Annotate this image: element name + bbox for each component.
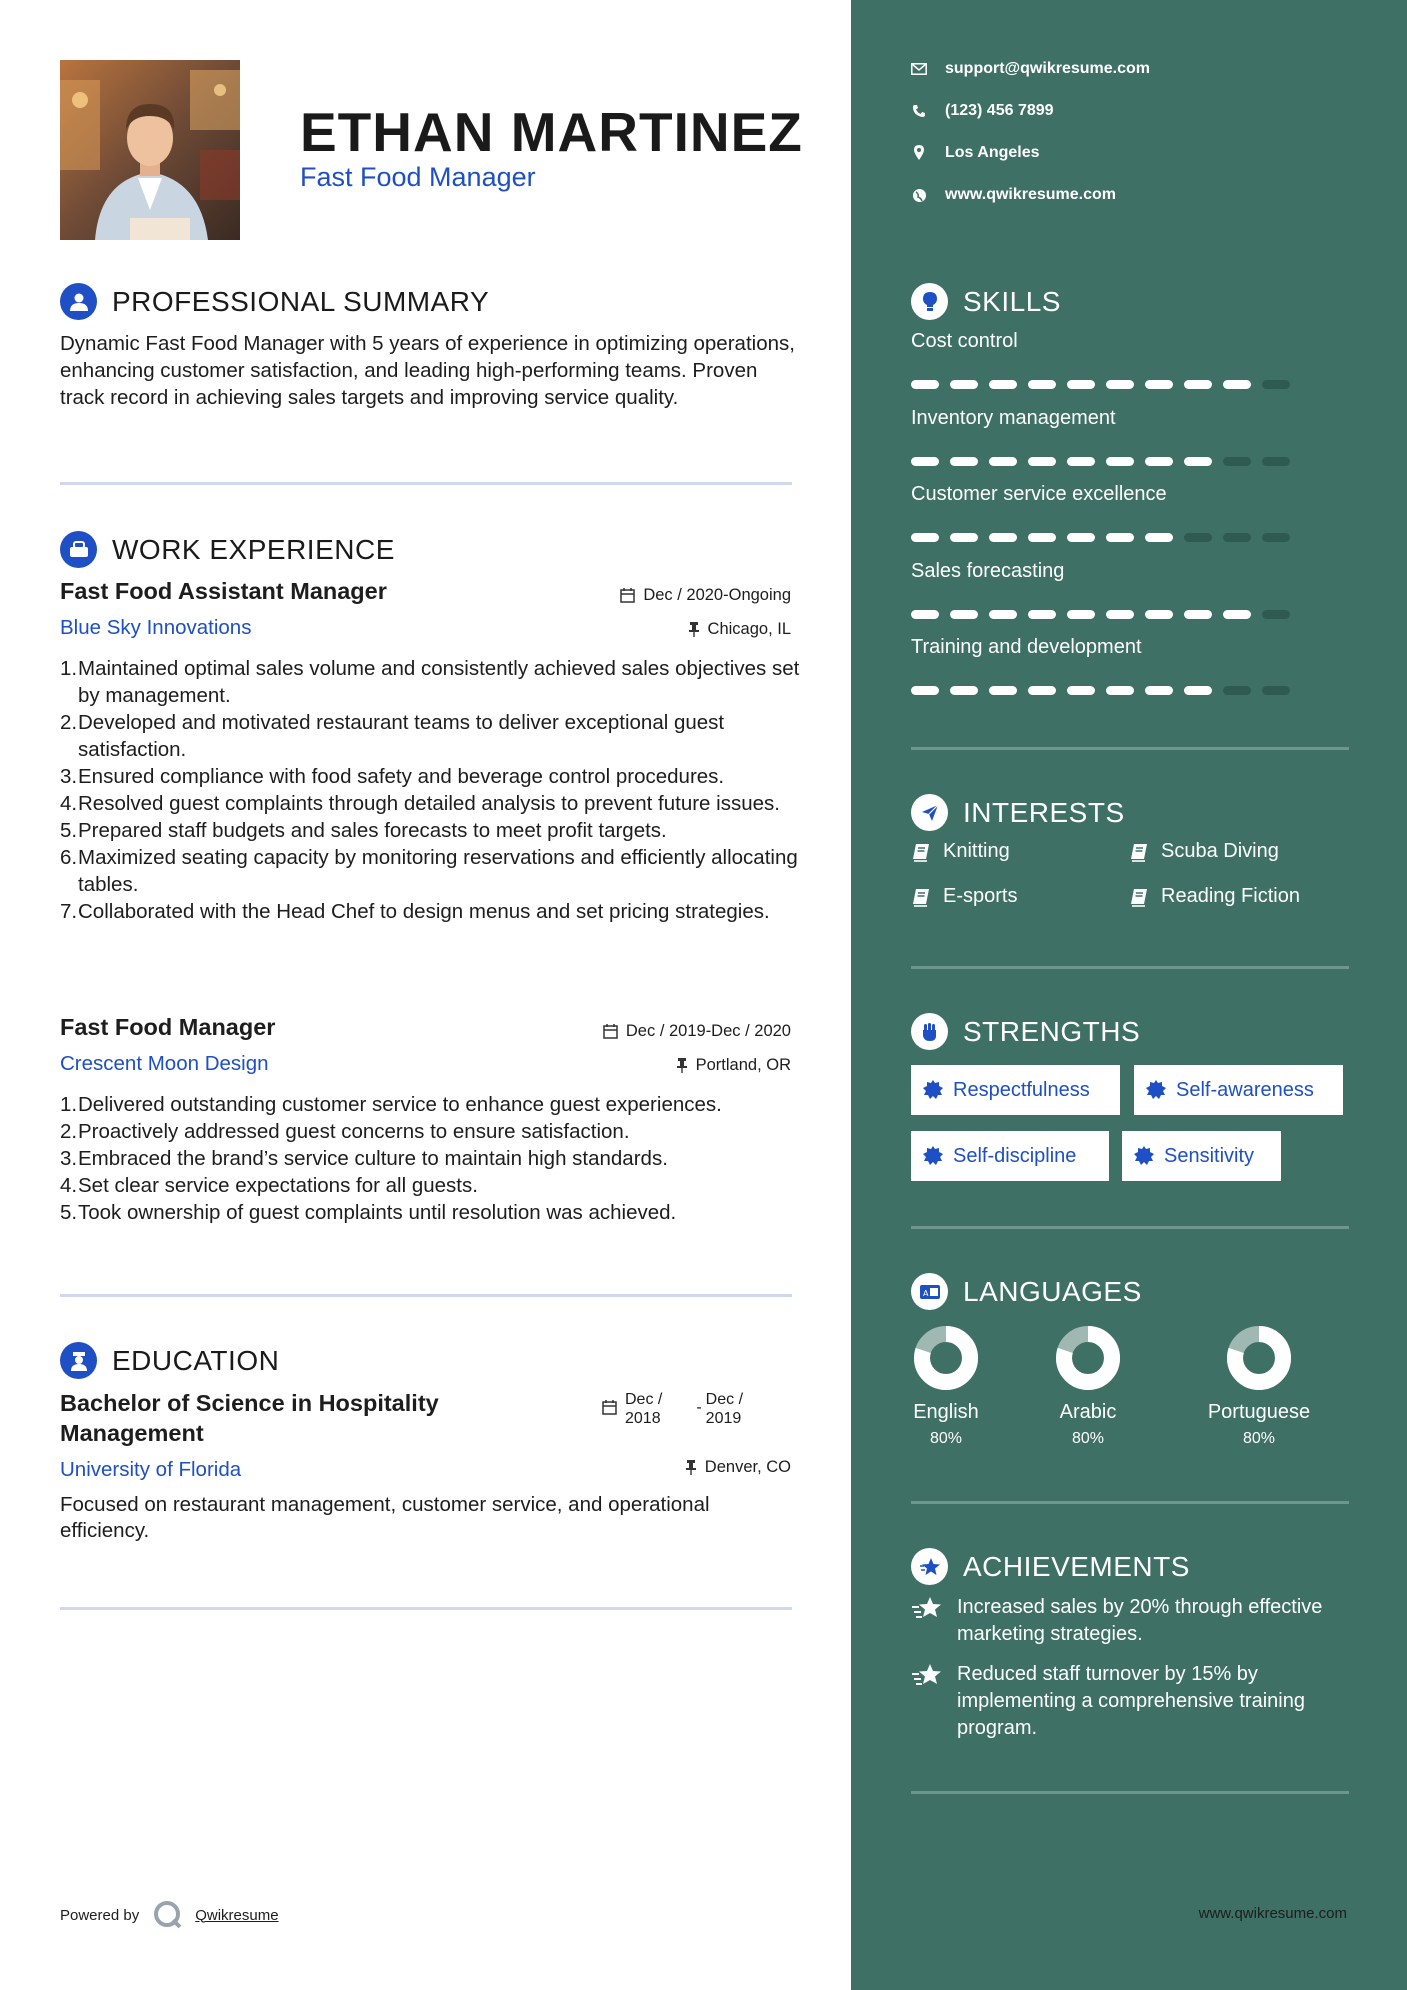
- job-dates: Dec / 2019-Dec / 2020: [603, 1022, 791, 1041]
- skill-level-segment: [1145, 457, 1173, 466]
- book-icon: [1129, 887, 1149, 907]
- candidate-name: ETHAN MARTINEZ: [300, 101, 803, 163]
- skill-level-segment: [1106, 457, 1134, 466]
- contact-phone[interactable]: (123) 456 7899: [911, 102, 1054, 120]
- duty-item: [60, 655, 800, 709]
- duty-text: Ensured compliance with food safety and beverage control procedures.: [78, 765, 725, 788]
- skill-level-bar: [911, 686, 1290, 695]
- book-icon: [1129, 842, 1149, 862]
- duty-text: Took ownership of guest complaints until resolution was achieved.: [78, 1201, 677, 1224]
- duty-text: Maintained optimal sales volume and consistently achieved sales objectives set by management.: [78, 657, 800, 707]
- language-item: [886, 1325, 1006, 1448]
- skill-level-segment: [911, 457, 939, 466]
- skill-name: Training and development: [911, 636, 1142, 658]
- fist-icon: [911, 1013, 948, 1050]
- shooting-star-icon: [911, 1596, 943, 1622]
- section-divider: [911, 1791, 1349, 1794]
- globe-icon: [911, 187, 927, 203]
- skill-level-segment: [1184, 610, 1212, 619]
- duty-number: 2.: [60, 711, 78, 734]
- duty-item: [60, 844, 800, 898]
- duty-item: [60, 1118, 800, 1145]
- skill-name: Customer service excellence: [911, 483, 1167, 505]
- job-location: Chicago, IL: [688, 620, 791, 639]
- language-name: English: [913, 1401, 979, 1423]
- powered-by: Powered by Qwikresume: [60, 1900, 279, 1930]
- duty-number: 6.: [60, 846, 78, 869]
- school-location: Denver, CO: [685, 1458, 791, 1477]
- badge-icon: [923, 1146, 943, 1166]
- duty-number: 7.: [60, 900, 78, 923]
- skill-level-segment: [911, 380, 939, 389]
- language-level-donut: [913, 1325, 979, 1391]
- strength-tag: Self-discipline: [911, 1131, 1109, 1181]
- duty-item: [60, 1172, 800, 1199]
- star-icon: [911, 1548, 948, 1585]
- strength-tag: Self-awareness: [1134, 1065, 1343, 1115]
- qwikresume-logo-icon: [153, 1900, 183, 1930]
- shooting-star-icon: [911, 1663, 943, 1689]
- education-description: Focused on restaurant management, customer service, and operational efficiency.: [60, 1493, 710, 1542]
- interest-item: Reading Fiction: [1129, 885, 1300, 908]
- badge-icon: [1146, 1080, 1166, 1100]
- skill-level-segment: [950, 533, 978, 542]
- language-percent: 80%: [1242, 1430, 1276, 1447]
- skill-name: Sales forecasting: [911, 559, 1065, 582]
- education-end: Dec / 2019: [705, 1391, 744, 1427]
- badge-icon: [1134, 1146, 1154, 1166]
- skill-level-segment: [989, 457, 1017, 466]
- company-name: Blue Sky Innovations: [60, 616, 252, 639]
- briefcase-icon: [60, 531, 97, 568]
- translate-icon: [911, 1273, 948, 1310]
- skills-heading: SKILLS: [911, 283, 1061, 320]
- skill-level-segment: [1106, 686, 1134, 695]
- badge-icon: [923, 1080, 943, 1100]
- profile-photo: [60, 60, 240, 240]
- skill-level-segment: [1223, 610, 1251, 619]
- graduate-icon: [60, 1342, 97, 1379]
- language-item: [1028, 1325, 1148, 1448]
- skill-level-segment: [1028, 380, 1056, 389]
- section-divider: [911, 1226, 1349, 1229]
- skill-level-segment: [1223, 533, 1251, 542]
- envelope-icon: [911, 61, 927, 77]
- skill-level-segment: [1106, 610, 1134, 619]
- strength-tag: Respectfulness: [911, 1065, 1120, 1115]
- skill-level-segment: [1028, 686, 1056, 695]
- svg-text:A: A: [922, 1288, 928, 1298]
- skill-level-bar: [911, 533, 1290, 542]
- language-percent: 80%: [1071, 1430, 1105, 1447]
- skill-level-segment: [1145, 610, 1173, 619]
- skill-level-segment: [950, 610, 978, 619]
- skill-level-segment: [911, 533, 939, 542]
- skill-level-segment: [1067, 380, 1095, 389]
- section-divider: [911, 966, 1349, 969]
- duty-item: [60, 817, 800, 844]
- duty-text: Embraced the brand’s service culture to maintain high standards.: [78, 1147, 668, 1170]
- job-dates: Dec / 2020-Ongoing: [620, 586, 791, 605]
- paper-plane-icon: [911, 794, 948, 831]
- duty-item: [60, 1091, 800, 1118]
- job-title: Fast Food Assistant Manager: [60, 578, 387, 604]
- job-title: Fast Food Manager: [60, 1014, 276, 1040]
- summary-text: Dynamic Fast Food Manager with 5 years of experience in optimizing operations, enhancing customer satisfaction, and leading high-performing teams. Proven track record in achieving sales targets and improving service quality.: [60, 332, 795, 409]
- skill-level-bar: [911, 610, 1290, 619]
- skill-level-segment: [1262, 380, 1290, 389]
- duty-number: 2.: [60, 1120, 78, 1143]
- skill-level-segment: [989, 610, 1017, 619]
- language-level-donut: [1226, 1325, 1292, 1391]
- education-start: Dec / 2018: [625, 1391, 663, 1427]
- skill-level-segment: [1262, 533, 1290, 542]
- skill-level-segment: [1184, 380, 1212, 389]
- duty-number: 1.: [60, 1093, 78, 1116]
- sidebar: [851, 0, 1407, 1990]
- language-percent: 80%: [929, 1430, 963, 1447]
- section-divider: [60, 1294, 792, 1297]
- job-duties-list: [60, 655, 800, 925]
- skill-level-segment: [1262, 686, 1290, 695]
- skill-name: Cost control: [911, 330, 1018, 352]
- qwikresume-link[interactable]: Qwikresume: [195, 1906, 279, 1924]
- language-level-donut: [1055, 1325, 1121, 1391]
- degree-title: Bachelor of Science in Hospitality Management: [60, 1390, 439, 1446]
- duty-text: Set clear service expectations for all guests.: [78, 1174, 478, 1197]
- section-divider: [911, 1501, 1349, 1504]
- skill-level-segment: [1223, 686, 1251, 695]
- company-name: Crescent Moon Design: [60, 1052, 269, 1075]
- contact-website[interactable]: www.qwikresume.com: [911, 186, 1116, 204]
- duty-text: Delivered outstanding customer service to enhance guest experiences.: [78, 1093, 722, 1116]
- skill-level-segment: [950, 380, 978, 389]
- duty-text: Resolved guest complaints through detailed analysis to prevent future issues.: [78, 792, 780, 815]
- book-icon: [911, 887, 931, 907]
- interests-heading: INTERESTS: [911, 794, 1125, 831]
- contact-location: Los Angeles: [911, 144, 1040, 162]
- duty-number: 1.: [60, 657, 78, 680]
- duty-item: [60, 709, 800, 763]
- skill-level-segment: [1028, 533, 1056, 542]
- book-icon: [911, 842, 931, 862]
- language-name: Arabic: [1059, 1401, 1117, 1423]
- calendar-icon: [603, 1024, 618, 1039]
- skill-level-segment: [1184, 457, 1212, 466]
- calendar-icon: [620, 588, 635, 603]
- languages-heading: A LANGUAGES: [911, 1273, 1142, 1310]
- skill-level-segment: [989, 686, 1017, 695]
- section-divider: [60, 1607, 792, 1610]
- skill-level-segment: [1067, 533, 1095, 542]
- skill-level-segment: [911, 610, 939, 619]
- skill-level-segment: [1106, 380, 1134, 389]
- candidate-title: Fast Food Manager: [300, 162, 536, 192]
- phone-icon: [911, 103, 927, 119]
- pin-icon: [685, 1460, 697, 1475]
- summary-heading: PROFESSIONAL SUMMARY: [60, 283, 489, 320]
- achievement-item: Reduced staff turnover by 15% by implementing a comprehensive training program.: [911, 1661, 1351, 1742]
- strength-tag: Sensitivity: [1122, 1131, 1281, 1181]
- duty-item: [60, 763, 800, 790]
- skill-level-segment: [989, 380, 1017, 389]
- education-dates: Dec / 2018 - Dec / 2019: [602, 1390, 743, 1428]
- job-location: Portland, OR: [676, 1056, 791, 1075]
- duty-text: Developed and motivated restaurant teams to deliver exceptional guest satisfaction.: [78, 711, 725, 761]
- skill-level-segment: [989, 533, 1017, 542]
- skill-level-segment: [1067, 457, 1095, 466]
- skill-level-segment: [1262, 610, 1290, 619]
- skill-level-segment: [911, 686, 939, 695]
- duty-item: [60, 1199, 800, 1226]
- skill-level-segment: [1067, 686, 1095, 695]
- duty-number: 4.: [60, 792, 78, 815]
- skill-level-segment: [1106, 533, 1134, 542]
- duty-text: Collaborated with the Head Chef to design menus and set pricing strategies.: [78, 900, 770, 923]
- duty-number: 3.: [60, 765, 78, 788]
- skill-level-segment: [1223, 457, 1251, 466]
- skill-level-segment: [950, 686, 978, 695]
- skill-level-segment: [1145, 380, 1173, 389]
- map-pin-icon: [911, 145, 927, 161]
- education-heading: EDUCATION: [60, 1342, 279, 1379]
- job-duties-list: [60, 1091, 800, 1226]
- skill-level-bar: [911, 457, 1290, 466]
- skill-level-segment: [950, 457, 978, 466]
- duty-number: 3.: [60, 1147, 78, 1170]
- lightbulb-icon: [911, 283, 948, 320]
- achievements-heading: ACHIEVEMENTS: [911, 1548, 1190, 1585]
- duty-text: Maximized seating capacity by monitoring reservations and efficiently allocating tables.: [78, 846, 798, 896]
- achievement-item: Increased sales by 20% through effective marketing strategies.: [911, 1594, 1351, 1648]
- contact-email[interactable]: support@qwikresume.com: [911, 60, 1150, 78]
- skill-level-segment: [1184, 533, 1212, 542]
- user-icon: [60, 283, 97, 320]
- duty-item: [60, 790, 800, 817]
- school-name: University of Florida: [60, 1458, 242, 1481]
- language-item: [1199, 1325, 1319, 1448]
- skill-level-segment: [1067, 610, 1095, 619]
- language-name: Portuguese: [1207, 1401, 1311, 1423]
- skill-level-segment: [1184, 686, 1212, 695]
- duty-item: [60, 1145, 800, 1172]
- section-divider: [60, 482, 792, 485]
- strengths-heading: STRENGTHS: [911, 1013, 1140, 1050]
- experience-heading: WORK EXPERIENCE: [60, 531, 395, 568]
- section-divider: [911, 747, 1349, 750]
- skill-level-segment: [1145, 686, 1173, 695]
- pin-icon: [676, 1058, 688, 1073]
- duty-number: 5.: [60, 1201, 78, 1224]
- interest-item: Knitting: [911, 840, 1010, 863]
- skill-level-segment: [1223, 380, 1251, 389]
- pin-icon: [688, 622, 700, 637]
- interest-item: E-sports: [911, 885, 1017, 908]
- skill-level-segment: [1145, 533, 1173, 542]
- skill-name: Inventory management: [911, 406, 1116, 429]
- duty-number: 5.: [60, 819, 78, 842]
- skill-level-segment: [1262, 457, 1290, 466]
- calendar-icon: [602, 1400, 617, 1415]
- skill-level-segment: [1028, 610, 1056, 619]
- duty-text: Proactively addressed guest concerns to ensure satisfaction.: [78, 1120, 630, 1143]
- footer-website[interactable]: www.qwikresume.com: [1198, 1905, 1347, 1922]
- duty-number: 4.: [60, 1174, 78, 1197]
- duty-text: Prepared staff budgets and sales forecasts to meet profit targets.: [78, 819, 667, 842]
- interest-item: Scuba Diving: [1129, 840, 1279, 863]
- skill-level-bar: [911, 380, 1290, 389]
- skill-level-segment: [1028, 457, 1056, 466]
- duty-item: [60, 898, 800, 925]
